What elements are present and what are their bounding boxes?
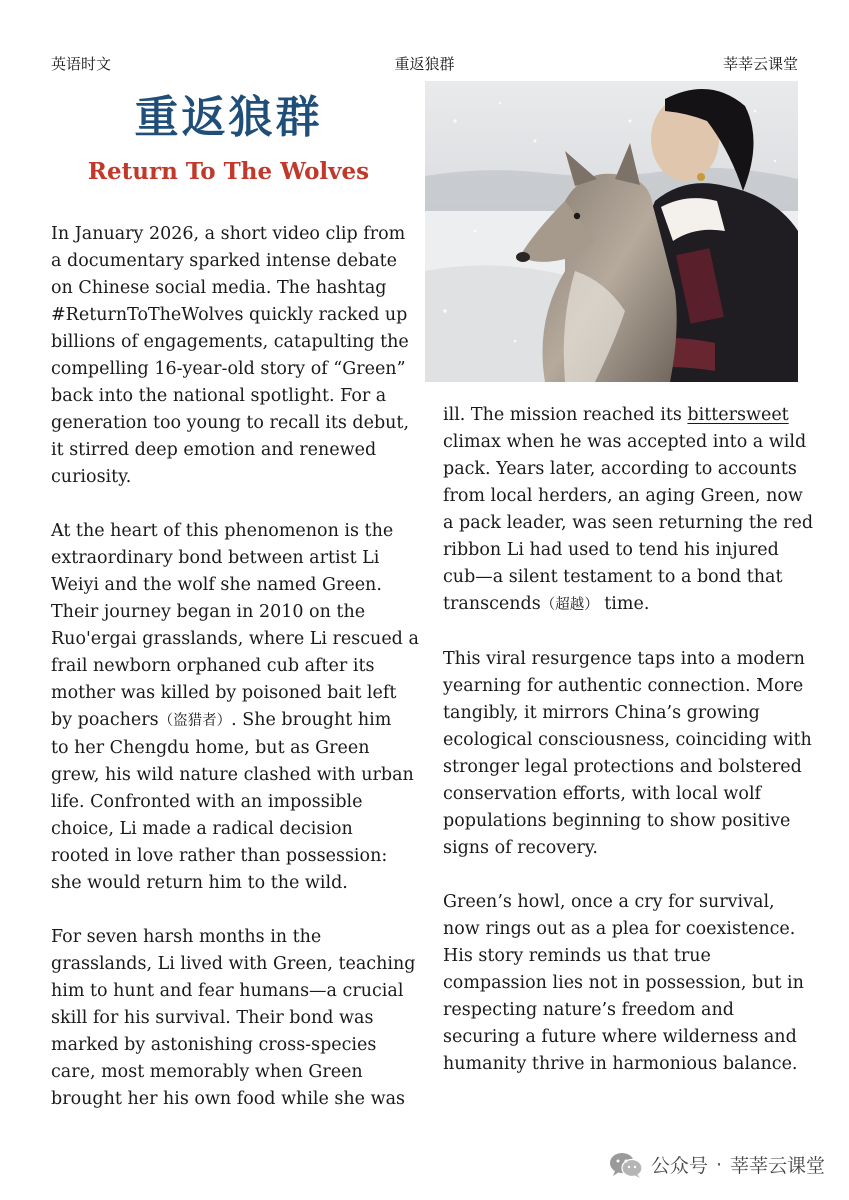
text-line: to her Chengdu home, but as Green bbox=[51, 738, 370, 758]
text-line: For seven harsh months in the bbox=[51, 927, 322, 947]
text-line: cub—a silent testament to a bond that bbox=[443, 567, 783, 587]
text-line: His story reminds us that true bbox=[443, 946, 711, 966]
text-line: humanity thrive in harmonious balance. bbox=[443, 1054, 798, 1074]
header-left: 英语时文 bbox=[51, 55, 112, 73]
text-line: choice, Li made a radical decision bbox=[51, 819, 353, 839]
text-line: At the heart of this phenomenon is the bbox=[51, 521, 394, 541]
text-line: Ruo'ergai grasslands, where Li rescued a bbox=[51, 629, 419, 649]
text-line: mother was killed by poisoned bait left bbox=[51, 683, 397, 703]
text-line: billions of engagements, catapulting the bbox=[51, 332, 409, 352]
text-line: compelling 16-year-old story of “Green” bbox=[51, 359, 406, 379]
text-line: rooted in love rather than possession: bbox=[51, 846, 388, 866]
text-line: In January 2026, a short video clip from bbox=[51, 224, 406, 244]
text-line: This viral resurgence taps into a modern bbox=[443, 649, 805, 669]
title-english: Return To The Wolves bbox=[87, 158, 370, 185]
right-column bbox=[443, 402, 818, 1078]
text-line: climax when he was accepted into a wild bbox=[443, 432, 807, 452]
text-line: skill for his survival. Their bond was bbox=[51, 1008, 374, 1028]
text-line: #ReturnToTheWolves quickly racked up bbox=[51, 305, 408, 325]
paragraph-3-continued bbox=[443, 402, 818, 619]
text-line: it stirred deep emotion and renewed bbox=[51, 440, 377, 460]
text-line-with-gloss bbox=[443, 591, 818, 619]
text-line: grasslands, Li lived with Green, teaching bbox=[51, 954, 416, 974]
text-line: pack. Years later, according to accounts bbox=[443, 459, 797, 479]
text-line: a pack leader, was seen returning the red bbox=[443, 513, 814, 533]
text-line: curiosity. bbox=[51, 467, 132, 487]
chinese-gloss: （盗猎者） bbox=[158, 713, 232, 729]
chinese-gloss: （超越） bbox=[540, 597, 599, 613]
footer-watermark bbox=[609, 1151, 825, 1178]
text-line bbox=[443, 402, 818, 429]
paragraph-3 bbox=[51, 924, 426, 1113]
text-line: from local herders, an aging Green, now bbox=[443, 486, 803, 506]
text-line: marked by astonishing cross-species bbox=[51, 1035, 377, 1055]
paragraph-6 bbox=[443, 889, 818, 1078]
text-fragment: by poachers bbox=[51, 710, 159, 730]
text-line: Weiyi and the wolf she named Green. bbox=[51, 575, 382, 595]
text-line: generation too young to recall its debut, bbox=[51, 413, 410, 433]
text-fragment: transcends bbox=[443, 594, 541, 614]
text-line: ribbon Li had used to tend his injured bbox=[443, 540, 779, 560]
text-line: grew, his wild nature clashed with urban bbox=[51, 765, 414, 785]
text-line: populations beginning to show positive bbox=[443, 811, 791, 831]
text-line: tangibly, it mirrors China’s growing bbox=[443, 703, 760, 723]
text-line: Their journey began in 2010 on the bbox=[51, 602, 366, 622]
paragraph-5 bbox=[443, 646, 818, 862]
text-line: respecting nature’s freedom and bbox=[443, 1000, 734, 1020]
footer-label: 公众号 bbox=[650, 1155, 708, 1177]
footer-separator: · bbox=[715, 1153, 722, 1176]
text-line: now rings out as a plea for coexistence. bbox=[443, 919, 796, 939]
text-line: compassion lies not in possession, but in bbox=[443, 973, 804, 993]
text-line: care, most memorably when Green bbox=[51, 1062, 363, 1082]
header-right: 莘莘云课堂 bbox=[722, 55, 798, 73]
text-line: ecological consciousness, coinciding with bbox=[443, 730, 812, 750]
text-line: frail newborn orphaned cub after its bbox=[51, 656, 375, 676]
text-line-with-gloss bbox=[51, 707, 426, 735]
footer-account: 莘莘云课堂 bbox=[729, 1155, 825, 1177]
text-line: securing a future where wilderness and bbox=[443, 1027, 797, 1047]
underlined-word: bittersweet bbox=[687, 405, 789, 425]
text-fragment: . She brought him bbox=[231, 710, 392, 730]
text-line: yearning for authentic connection. More bbox=[443, 676, 804, 696]
paragraph-1 bbox=[51, 221, 426, 491]
title-chinese: 重返狼群 bbox=[134, 92, 323, 143]
text-line: conservation efforts, with local wolf bbox=[443, 784, 762, 804]
text-line: back into the national spotlight. For a bbox=[51, 386, 387, 406]
text-line: signs of recovery. bbox=[443, 838, 598, 858]
text-line: him to hunt and fear humans—a crucial bbox=[51, 981, 404, 1001]
text-line: stronger legal protections and bolstered bbox=[443, 757, 802, 777]
text-line: on Chinese social media. The hashtag bbox=[51, 278, 387, 298]
left-column bbox=[51, 221, 426, 1113]
text-line: a documentary sparked intense debate bbox=[51, 251, 398, 271]
text-line: Green’s howl, once a cry for survival, bbox=[443, 892, 775, 912]
paragraph-2 bbox=[51, 518, 426, 897]
wechat-icon bbox=[609, 1152, 643, 1178]
text-line: she would return him to the wild. bbox=[51, 873, 348, 893]
text-line: extraordinary bond between artist Li bbox=[51, 548, 380, 568]
woman-with-wolf-photo bbox=[425, 81, 798, 382]
text-line: brought her his own food while she was bbox=[51, 1089, 405, 1109]
text-fragment: ill. The mission reached its bbox=[443, 405, 688, 425]
header-center: 重返狼群 bbox=[394, 55, 455, 73]
text-line: life. Confronted with an impossible bbox=[51, 792, 363, 812]
text-fragment: time. bbox=[598, 594, 650, 614]
